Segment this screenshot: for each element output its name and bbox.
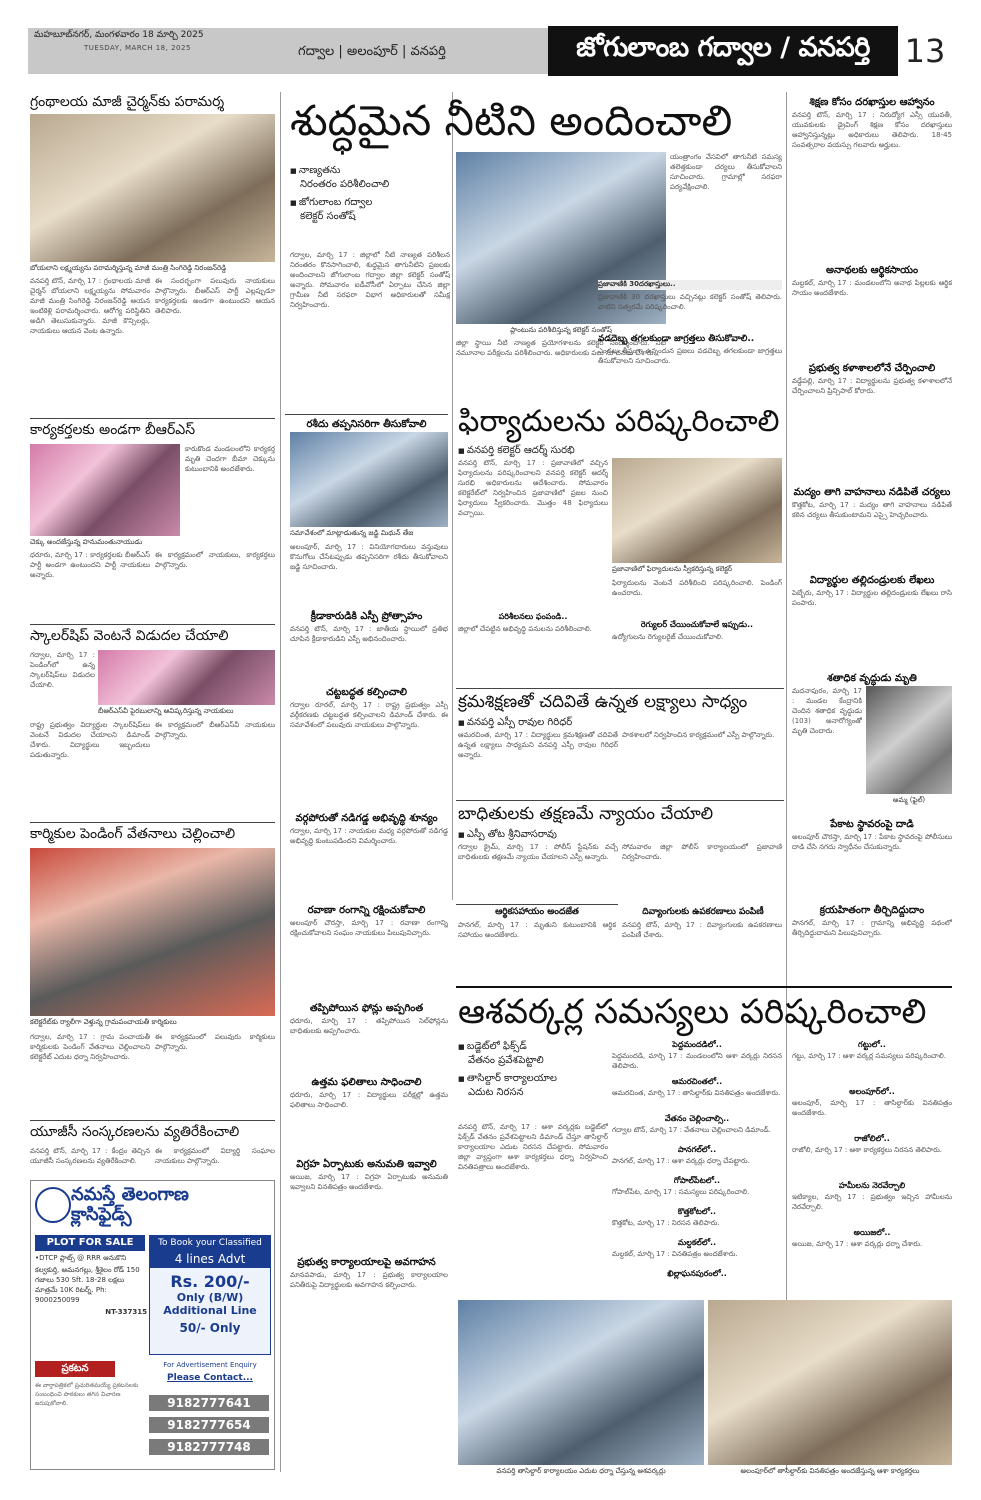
col3-headline-krama: క్రమశిక్షణతో చదివితే ఉన్నత లక్ష్యాలు సాధ్యం	[458, 692, 748, 712]
bottom-bullets	[458, 1040, 608, 1120]
col2-body-7: ధరూరు, మార్చి 17 : విద్యార్థులు పరీక్షల్లో ఉత్తమ ఫలితాలు సాధించాలి.	[290, 1091, 448, 1109]
section-title: జోగులాంబ గద్వాల / వనపర్తి	[548, 26, 898, 76]
col4-head-2: అనాథలకు ఆర్థికసాయం	[825, 265, 919, 276]
col-divider-1	[280, 92, 281, 1472]
ad-dtcp: •DTCP ప్లాట్స్ @ RRR ఆనుకొని	[35, 1254, 127, 1262]
col1-caption-1: బోయలాని లక్ష్మయ్యను పరామర్శిస్తున్న మాజీ మంత్రి సింగిరెడ్డి నిరంజన్‌రెడ్డి	[30, 264, 227, 272]
main-body-3: యంత్రాంగం వేసవిలో తాగునీటి సమస్య తలెత్తకుండా చర్యలు తీసుకోవాలని సూచించారు. గ్రామాల్లో సరఫరా పర్యవేక్షించాలి.	[670, 153, 782, 191]
main-bullet-2: నిరంతరం పరిశీలించాలి	[300, 179, 390, 190]
col4-body-7: అలంపూర్ చౌరస్తా, మార్చి 17 : పేకాట స్థావరంపై పోలీసులు దాడి చేసి నగదు స్వాధీనం చేసుకున్నారు.	[792, 833, 952, 851]
col1-headline-1: గ్రంథాలయ మాజీ చైర్మన్‌కు పరామర్శ	[30, 94, 225, 110]
col3-headline-badh: బాధితులకు తక్షణమే న్యాయం చేయాలి	[458, 804, 714, 824]
col4-head-8: క్రయహితంగా తీర్చిదిద్దుదాం	[819, 905, 925, 916]
col3-body-phir-2: ఫిర్యాదులను వెంటనే పరిశీలించి పరిష్కరించాలి. పెండింగ్ ఉంచరాదు.	[612, 579, 782, 597]
bottom-mid-body-4: పానగల్, మార్చి 17 : ఆశా వర్కర్లు ధర్నా చేపట్టారు.	[612, 1157, 750, 1165]
bottom-caption-right: అలంపూర్‌లో తాసిల్దార్‌కు వినతిపత్రం అందజేస్తున్న ఆశా కార్యకర్తలు	[740, 1467, 920, 1475]
col3-body-a: జిల్లాలో చేపట్టిన అభివృద్ధి పనులను పరిశీలించాలి.	[458, 625, 592, 633]
main-bullet-1: ■ నాణ్యతను	[290, 164, 450, 178]
bottom-right-body-2: అలంపూర్, మార్చి 17 : తాసిల్దార్‌కు వినతిపత్రం అందజేశారు.	[792, 1099, 952, 1117]
ad-fifty: 50/- Only	[179, 1321, 241, 1335]
bottom-mid-sub-6: కొత్తకోటలో..	[677, 1207, 717, 1216]
col1-body-4a: గద్వాల, మార్చి 17 : గ్రామ పంచాయతీ కార్మికులకు పెండింగ్ వేతనాలు చెల్లించాలని కలెక్టరేట్ ఎదుట ధర్నా నిర్వహించారు.	[30, 1033, 150, 1061]
col2-body-3: గద్వాల రూరల్, మార్చి 17 : రాష్ట్ర ప్రభుత్వం ఎస్సీ వర్గీకరణకు చట్టబద్ధత కల్పించాలని డిమాండ్ చేశారు. ఈ సమావేశంలో పలువురు నాయకులు పాల్గొన్నారు.	[290, 701, 448, 729]
col4-body-4: కొత్తకోట, మార్చి 17 : మద్యం తాగి వాహనాలు నడిపితే కఠిన చర్యలు తీసుకుంటామని ఎస్సై హెచ్చరించారు.	[792, 501, 952, 519]
col3-rule-2	[456, 800, 784, 801]
col4-head-3: ప్రభుత్వ కళాశాలలోనే చేర్పించాలి	[808, 363, 936, 374]
main-bullet-4: కలెక్టర్ సంతోష్	[300, 211, 356, 222]
ad-additional: Additional Line	[163, 1304, 257, 1317]
bottom-bullet-4: ఎదుట నిరసన	[468, 1087, 524, 1098]
col4-body-3: వడ్డేపల్లి, మార్చి 17 : విద్యార్థులను ప్రభుత్వ కళాశాలలోనే చేర్పించాలని ప్రిన్సిపాల్ కోరారు.	[792, 377, 952, 395]
bottom-mid-col	[612, 1040, 782, 1298]
ad-prakatana: ప్రకటన	[35, 1361, 115, 1377]
ad-plot-label: PLOT FOR SALE	[35, 1235, 145, 1251]
col3-caption-phir: ప్రజావాణిలో ఫిర్యాదులను స్వీకరిస్తున్న కలెక్టర్	[612, 565, 733, 573]
col1-body-3c: ఈ కార్యక్రమంలో బీఆర్ఎస్‌వీ నాయకులు పాల్గొన్నారు.	[155, 721, 275, 739]
col3-headline-phir: ఫిర్యాదులను పరిష్కరించాలి	[458, 404, 780, 439]
col2-body-9: మానవపాడు, మార్చి 17 : ప్రభుత్వ కార్యాలయాల పనితీరుపై విద్యార్థులకు అవగాహన కల్పించారు.	[290, 1271, 448, 1289]
ad-phone-2[interactable]: 9182777654	[149, 1417, 269, 1433]
col3-sub-b: రెగ్యులర్ చేయించుకోవాలే ఇప్పుడు..	[640, 620, 754, 629]
col4-caption-elder: అమ్మ (ఫైల్)	[892, 796, 926, 804]
col1-body-3a: గద్వాల, మార్చి 17 : పెండింగ్‌లో ఉన్న స్కాలర్‌షిప్‌లు విడుదల చేయాలి.	[30, 651, 95, 689]
col1-caption-4: కలెక్టరేట్‌కు ర్యాలీగా వెళ్తున్న గ్రామపంచాయతీ కార్మికులు	[30, 1018, 177, 1026]
bottom-photo-right	[708, 1300, 952, 1465]
col1-photo-3	[98, 650, 275, 705]
col1-body-2c: ఈ కార్యక్రమంలో నాయకులు, కార్యకర్తలు పాల్గొన్నారు.	[155, 551, 275, 569]
col3-rule-3	[456, 904, 618, 905]
bottom-mid-sub-7: మల్దకల్‌లో..	[677, 1238, 717, 1247]
bottom-right-sub-3: రాజోలిలో..	[854, 1134, 890, 1143]
bottom-caption-left: వనపర్తి తాసిల్దార్ కార్యాలయం ఎదుట ధర్నా చేస్తున్న ఆశవర్కర్లు	[496, 1467, 666, 1475]
col2-body-6: ధరూరు, మార్చి 17 : తప్పిపోయిన సెల్‌ఫోన్లను బాధితులకు అప్పగించారు.	[290, 1017, 448, 1035]
main-photo-caption: ప్లాంటును పరిశీలిస్తున్న కలెక్టర్ సంతోష్	[510, 326, 612, 334]
col4-body-6: మదనాపురం, మార్చి 17 : మండల కేంద్రానికి చెందిన శతాధిక వృద్ధుడు (103) అనారోగ్యంతో మృతి చెందారు.	[792, 687, 862, 735]
bottom-right-col	[792, 1040, 952, 1298]
bottom-mid-body-2: ఆమరచింత, మార్చి 17 : తాసిల్దార్‌కు వినతిపత్రం అందజేశారు.	[612, 1089, 781, 1097]
bottom-mid-body-1: పెద్దమందడి, మార్చి 17 : మండలంలోని ఆశా వర్కర్లు నిరసన తెలిపారు.	[612, 1052, 782, 1070]
bottom-right-sub-4: హమీలను నెరవేర్చాలి	[838, 1181, 906, 1190]
col1-photo-4	[30, 848, 275, 1016]
col1-headline-5: యూజీసీ సంస్కరణలను వ్యతిరేకించాలి	[30, 1124, 240, 1140]
col3-sub-ardh: ఆర్థికసహాయం అందజేత	[495, 907, 579, 917]
ad-disclaimer: ఈ వార్తాపత్రికలో ప్రచురితమయ్యే ప్రకటనలకు సంబంధించి పాఠకులు తగిన విచారణ జరుపుకోవాలి.	[35, 1382, 139, 1407]
col4-body-8: పానగల్, మార్చి 17 : గ్రామాన్ని అభివృద్ధి పథంలో తీర్చిదిద్దుదామని పిలుపునిచ్చారు.	[792, 919, 952, 937]
col1-body-3b: రాష్ట్ర ప్రభుత్వం విద్యార్థుల స్కాలర్‌షిప్‌లు వెంటనే విడుదల చేయాలని డిమాండ్ చేశారు. విద్యార్థులు ఇబ్బందులు పడుతున్నారు.	[30, 721, 150, 759]
col3-top-sub: వడదెబ్బ తగలకుండా జాగ్రత్తలు తీసుకోవాలి..	[598, 334, 755, 344]
col2-rule-1	[285, 414, 448, 415]
col2-photo-1	[290, 432, 448, 527]
bottom-rule	[456, 986, 952, 988]
main-bullets	[290, 150, 450, 240]
ad-contact: Please Contact...	[167, 1373, 253, 1383]
col3-top-caption: ప్రజావాణికి 30దరఖాస్తులు..	[598, 280, 782, 290]
col2-body-4: గద్వాల, మార్చి 17 : నాయకుల మధ్య వర్గపోరుతో నడిగడ్డ అభివృద్ధి కుంటుపడిందని విమర్శించారు.	[290, 827, 448, 845]
col1-body-2a: కారుకొండ మండలంలోని కార్యకర్త మృతి చెందగా బీమా చెక్కును కుటుంబానికి అందజేశారు.	[185, 445, 275, 473]
col3-bullet-krama: ■ వనపర్తి ఎస్పీ రావుల గిరిధర్	[458, 716, 658, 730]
col2-sub-9: ప్రభుత్వ కార్యాలయాలపై అవగాహన	[297, 1257, 436, 1268]
col2-body-2: వనపర్తి టౌన్, మార్చి 17 : జాతీయ స్థాయిలో ప్రతిభ చూపిన క్రీడాకారుడిని ఎస్పీ అభినందించారు.	[290, 625, 448, 643]
ad-phone-3[interactable]: 9182777748	[149, 1439, 269, 1455]
col1-headline-3: స్కాలర్‌షిప్ వెంటనే విడుదల చేయాలి	[30, 628, 229, 644]
bottom-body-1: వనపర్తి టౌన్, మార్చి 17 : ఆశా వర్కర్లకు బడ్జెట్‌లో ఫిక్స్‌డ్ వేతనం ప్రవేశపెట్టాలని డిమాండ్ చేస్తూ తాసిల్దార్ కార్యాలయాల ఎదుట నిరసన చేపట్టారు. సోమవారం జిల్లా వ్యాప్తంగా ఆశా కార్యకర్తలు ధర్నా నిర్వహించి వినతిపత్రాలు అందజేశారు.	[458, 1123, 608, 1171]
col1-caption-2: చెక్కు అందజేస్తున్న హనుమంతునాయుడు	[30, 538, 143, 546]
col2-sub-6: తప్పిపోయిన ఫోన్లు అప్పగింత	[309, 1003, 424, 1014]
col3-body-krama-2: పాఠశాలలో నిర్వహించిన కార్యక్రమంలో ఎస్పీ పాల్గొన్నారు.	[622, 731, 775, 739]
classifieds-ad	[30, 1180, 275, 1470]
col1-rule-2	[30, 624, 275, 625]
col4-body-2: మల్దకల్, మార్చి 17 : మండలంలోని అనాథ పిల్లలకు ఆర్థిక సాయం అందజేశారు.	[792, 279, 952, 297]
col2-body-8: అయిజ, మార్చి 17 : విగ్రహ ఏర్పాటుకు అనుమతి ఇవ్వాలని వినతిపత్రం అందజేశారు.	[290, 1173, 448, 1191]
col1-body-1b: ఈ సందర్భంగా పలువురు నాయకులు పాల్గొన్నారు. బీఆర్ఎస్ పార్టీ ఎల్లప్పుడూ కార్యకర్తలకు అండగా ఉంటుందని ఆయన తెలిపారు.	[155, 277, 275, 315]
ad-lines: 4 lines Advt	[150, 1250, 270, 1268]
col1-caption-3: బీఆర్ఎస్‌వీ పైరబులాన్ని ఆవిష్కరిస్తున్న నాయకులు	[98, 707, 234, 715]
header-date-en: TUESDAY, MARCH 18, 2025	[84, 44, 191, 52]
bottom-right-body-1: గట్టు, మార్చి 17 : ఆశా వర్కర్ల సమస్యలు పరిష్కరించాలి.	[792, 1052, 947, 1060]
col4-photo-elder	[866, 686, 952, 794]
col3-sub-divy: దివ్యాంగులకు ఉపకరణాలు పంపిణీ	[642, 907, 764, 917]
header-cities: గద్వాల | అలంపూర్ | వనపర్తి	[298, 44, 446, 59]
col3-body-b: ఉద్యోగులను రెగ్యులరైజ్ చేయించుకోవాలి.	[612, 633, 724, 641]
bottom-right-body-3: రాజోలి, మార్చి 17 : ఆశా కార్యకర్తలు నిరసన తెలిపారు.	[792, 1146, 942, 1154]
col1-headline-2: కార్యకర్తలకు అండగా బీఆర్ఎస్	[30, 422, 196, 438]
ad-price: Rs. 200/-	[170, 1272, 250, 1291]
bottom-mid-body-5: గోపాల్‌పేట, మార్చి 17 : సమస్యలు పరిష్కరించాలి.	[612, 1188, 750, 1196]
col1-rule-3	[30, 822, 275, 823]
col4-body-1: వనపర్తి టౌన్, మార్చి 17 : నిరుద్యోగ ఎస్సీ యువతీ, యువకులకు డ్రైవింగ్ శిక్షణ కోసం దరఖాస్తులు ఆహ్వానిస్తున్నట్లు అధికారులు తెలిపారు. 18-45 సంవత్సరాల వయస్సు గలవారు అర్హులు.	[792, 111, 952, 149]
col2-body-1: అలంపూర్, మార్చి 17 : వినియోగదారులు వస్తువులు కొనుగోలు చేసేటప్పుడు తప్పనిసరిగా రశీదు తీసుకోవాలని జడ్జి సూచించారు.	[290, 543, 448, 571]
col3-sub-a: పరిశీలనలు ఫంపండి..	[498, 612, 568, 621]
col1-body-5a: వనపర్తి టౌన్, మార్చి 17 : కేంద్రం తెచ్చిన యూజీసీ సంస్కరణలను వ్యతిరేకించాలి.	[30, 1147, 150, 1165]
main-headline: శుద్ధమైన నీటిని అందించాలి	[290, 96, 733, 145]
col2-sub-2: క్రీడాకారుడికి ఎస్పీ ప్రోత్సాహం	[310, 611, 423, 622]
ad-booking-box	[149, 1235, 271, 1355]
ad-phone-1[interactable]: 9182777641	[149, 1395, 269, 1411]
col1-body-4b: ఈ కార్యక్రమంలో పలువురు కార్మికులు పాల్గొన్నారు.	[155, 1033, 275, 1051]
bottom-headline: ఆశవర్కర్ల సమస్యలు పరిష్కరించాలి	[458, 992, 927, 1032]
ad-enquiry: For Advertisement Enquiry	[163, 1361, 257, 1369]
bottom-right-sub-2: అలంపూర్‌లో..	[849, 1087, 895, 1096]
ad-book-line: To Book your Classified	[150, 1236, 270, 1250]
col3-body-phir: వనపర్తి టౌన్, మార్చి 17 : ప్రజావాణిలో వచ్చిన ఫిర్యాదులను పరిష్కరించాలని వనపర్తి కలెక్టర్ ఆదర్శ్ సురభి అధికారులను ఆదేశించారు. సోమవారం కలెక్టరేట్‌లో నిర్వహించిన ప్రజావాణిలో ప్రజల నుంచి ఫిర్యాదులు స్వీకరించారు. మొత్తం 48 ఫిర్యాదులు వచ్చాయి.	[458, 459, 608, 517]
bottom-mid-sub-4: పానగల్‌లో..	[677, 1145, 717, 1154]
col1-rule-4	[30, 1120, 275, 1121]
col3-body-ardh: పానగల్, మార్చి 17 : మృతుని కుటుంబానికి ఆర్థిక సహాయం అందజేశారు.	[458, 921, 616, 939]
bottom-photo-left	[458, 1300, 704, 1465]
col1-photo-2	[30, 444, 180, 536]
ad-title-2: క్లాసిఫైడ్స్	[71, 1204, 132, 1225]
col2-sub-1: రశీదు తప్పనిసరిగా తీసుకోవాలి	[306, 419, 427, 430]
bottom-mid-body-7: మల్దకల్, మార్చి 17 : వినతిపత్రం అందజేశారు.	[612, 1250, 738, 1258]
col3-rule-1	[456, 688, 784, 689]
page-number: 13	[904, 32, 946, 70]
ad-location: కల్వకుర్తి, ఆమనగల్లు, శ్రీశైలం రోడ్ 150 గజాలు 530 Sft. 18-28 లక్షలు మాత్రమే 10K రిటర్న్. Ph: 9000250099	[35, 1266, 140, 1304]
col3-body-krama-1: ఆమరచింత, మార్చి 17 : విద్యార్థులు క్రమశిక్షణతో చదివితే ఉన్నత లక్ష్యాలు సాధ్యమని వనపర్తి ఎస్పీ రావుల గిరిధర్ అన్నారు.	[458, 731, 618, 759]
main-body-1: గద్వాల, మార్చి 17 : జిల్లాలో నీటి నాణ్యత పరిశీలన నిరంతరం కొనసాగించాలి, శుద్ధమైన తాగునీటిని ప్రజలకు అందించాలని జోగులాంబ గద్వాల జిల్లా కలెక్టర్ సంతోష్ అన్నారు. సోమవారం ఐడీవోసీలో ఏర్పాటు చేసిన జిల్లా గ్రామీణ నీటి సరఫరా విభాగ అధికారులతో సమీక్ష నిర్వహించారు.	[290, 251, 450, 309]
bottom-right-sub-1: గట్టులో..	[858, 1040, 886, 1049]
col1-body-2b: ధరూరు, మార్చి 17 : కార్యకర్తలకు బీఆర్ఎస్ పార్టీ అండగా ఉంటుందని పార్టీ నాయకులు అన్నారు.	[30, 551, 150, 579]
col1-body-5b: ఈ కార్యక్రమంలో విద్యార్థి సంఘాల నాయకులు పాల్గొన్నారు.	[155, 1147, 275, 1165]
col2-sub-3: చట్టబద్ధత కల్పించాలి	[326, 687, 407, 698]
col4-head-7: పేకాట స్థావరంపై దాడి	[830, 819, 914, 830]
col1-body-1: వనపర్తి టౌన్, మార్చి 17 : గ్రంథాలయ మాజీ చైర్మన్ బోయలాని లక్ష్మయ్యను సోమవారం మాజీ మంత్రి సింగిరెడ్డి నిరంజన్‌రెడ్డి ఆయన ఇంటికెళ్లి పరామర్శించారు. ఆరోగ్య పరిస్థితిని అడిగి తెలుసుకున్నారు. మాజీ కౌన్సిలర్లు, నాయకులు ఆయన వెంట ఉన్నారు.	[30, 277, 150, 335]
bottom-mid-sub-8: ఖిల్లాఘనపురంలో..	[667, 1269, 727, 1278]
col2-body-5: అలంపూర్ చౌరస్తా, మార్చి 17 : రవాణా రంగాన్ని రక్షించుకోవాలని సంఘం నాయకులు పిలుపునిచ్చారు.	[290, 919, 448, 937]
bottom-mid-body-3: గద్వాల టౌన్, మార్చి 17 : వేతనాలు చెల్లించాలని డిమాండ్.	[612, 1126, 771, 1134]
col-divider-2	[452, 92, 453, 900]
col3-top-body-2: ఎండలు తీవ్రంగా ఉన్నందున ప్రజలు వడదెబ్బ తగలకుండా జాగ్రత్తలు తీసుకోవాలని సూచించారు.	[598, 347, 782, 365]
col4-body-5: పెబ్బేరు, మార్చి 17 : విద్యార్థుల తల్లిదండ్రులకు లేఖలు రాసి పంపారు.	[792, 589, 952, 607]
col3-bullet-phir: ■ వనపర్తి కలెక్టర్ ఆదర్శ్ సురభి	[458, 444, 658, 458]
col4-head-6: శతాధిక వృద్ధుడు మృతి	[827, 673, 917, 684]
col3-body-divy: వనపర్తి టౌన్, మార్చి 17 : దివ్యాంగులకు ఉపకరణాలు పంపిణీ చేశారు.	[622, 921, 782, 939]
col2-sub-5: రవాణా రంగాన్ని రక్షించుకోవాలి	[307, 905, 426, 916]
main-body-2: జిల్లా స్థాయి నీటి నాణ్యత ప్రయోగశాలను కలెక్టర్ సందర్శించారు. నీటి నమూనాల పరీక్షలను పరిశీలించారు. అధికారులకు పలు సూచనలు చేశారు.	[456, 339, 666, 357]
col-divider-3	[786, 92, 787, 1472]
col4-head-4: మద్యం తాగి వాహనాలు నడిపితే చర్యలు	[793, 487, 951, 498]
header-date: మహబూబ్‌నగర్, మంగళవారం 18 మార్చి 2025	[34, 30, 204, 40]
bottom-mid-sub-2: ఆమరచింతలో..	[671, 1077, 723, 1086]
main-bullet-3: ■ జోగులాంబ గద్వాల	[290, 196, 450, 210]
ad-code: NT-337315	[105, 1308, 147, 1316]
col3-photo-phir	[612, 458, 782, 563]
col1-headline-4: కార్మికుల పెండింగ్ వేతనాలు చెల్లించాలి	[30, 826, 236, 842]
ad-title-1: నమస్తే తెలంగాణ	[71, 1184, 189, 1205]
bottom-bullet-1: ■ బడ్జెట్‌లో ఫిక్స్‌డ్	[458, 1040, 608, 1054]
col4-head-5: విద్యార్థుల తల్లిదండ్రులకు లేఖలు	[809, 575, 935, 586]
bottom-mid-sub-3: వేతనం చెల్లించాల్సి..	[664, 1114, 730, 1123]
bottom-right-body-4: ఇటిక్యాల, మార్చి 17 : ప్రభుత్వం ఇచ్చిన హామీలను నెరవేర్చాలి.	[792, 1193, 952, 1211]
col2-sub-7: ఉత్తమ ఫలితాలు సాధించాలి	[311, 1077, 422, 1088]
bottom-bullet-3: ■ తాసిల్దార్ కార్యాలయాల	[458, 1072, 608, 1086]
bottom-bullet-2: వేతనం ప్రవేశపెట్టాలి	[468, 1055, 544, 1066]
col2-sub-8: విగ్రహ ఏర్పాటుకు అనుమతి ఇవ్వాలి	[296, 1159, 437, 1170]
col1-rule-1	[30, 418, 275, 419]
bottom-mid-sub-1: పెద్దమందడిలో..	[672, 1040, 722, 1049]
bottom-mid-sub-5: గోపాల్‌పేటలో..	[673, 1176, 721, 1185]
col1-photo-1	[30, 114, 275, 262]
bottom-mid-body-6: కొత్తకోట, మార్చి 17 : నిరసన తెలిపారు.	[612, 1219, 720, 1227]
classifieds-logo-icon	[35, 1187, 71, 1223]
col4-head-1: శిక్షణ కోసం దరఖాస్తుల ఆహ్వానం	[809, 97, 935, 108]
col3-top-body: ప్రజావాణికి 30 దరఖాస్తులు వచ్చినట్లు కలెక్టర్ సంతోష్ తెలిపారు. వాటిని సత్వరమే పరిష్కరించాలి.	[598, 293, 782, 311]
col2-caption-1: సమావేశంలో మాట్లాడుతున్న జడ్జి మిథున్ తేజ	[290, 529, 414, 537]
bottom-right-body-5: అయిజ, మార్చి 17 : ఆశా వర్కర్లు ధర్నా చేశారు.	[792, 1240, 923, 1248]
ad-only: Only (B/W)	[176, 1291, 244, 1304]
col3-body-badh-1: గద్వాల క్రైమ్, మార్చి 17 : పోలీస్ స్టేషన్‌కు వచ్చే బాధితులకు తక్షణమే న్యాయం చేయాలని ఎస్పీ అన్నారు.	[458, 843, 618, 861]
col2-sub-4: వర్గపోరుతో నడిగడ్డ అభివృద్ధి శూన్యం	[295, 813, 438, 824]
ad-title	[71, 1185, 271, 1225]
col3-body-badh-2: సోమవారం జిల్లా పోలీస్ కార్యాలయంలో ప్రజావాణి నిర్వహించారు.	[622, 843, 782, 861]
col3-bullet-badh: ■ ఎస్పీ తోట శ్రీనివాసరావు	[458, 828, 658, 842]
bottom-right-sub-5: అయిజలో..	[853, 1228, 891, 1237]
